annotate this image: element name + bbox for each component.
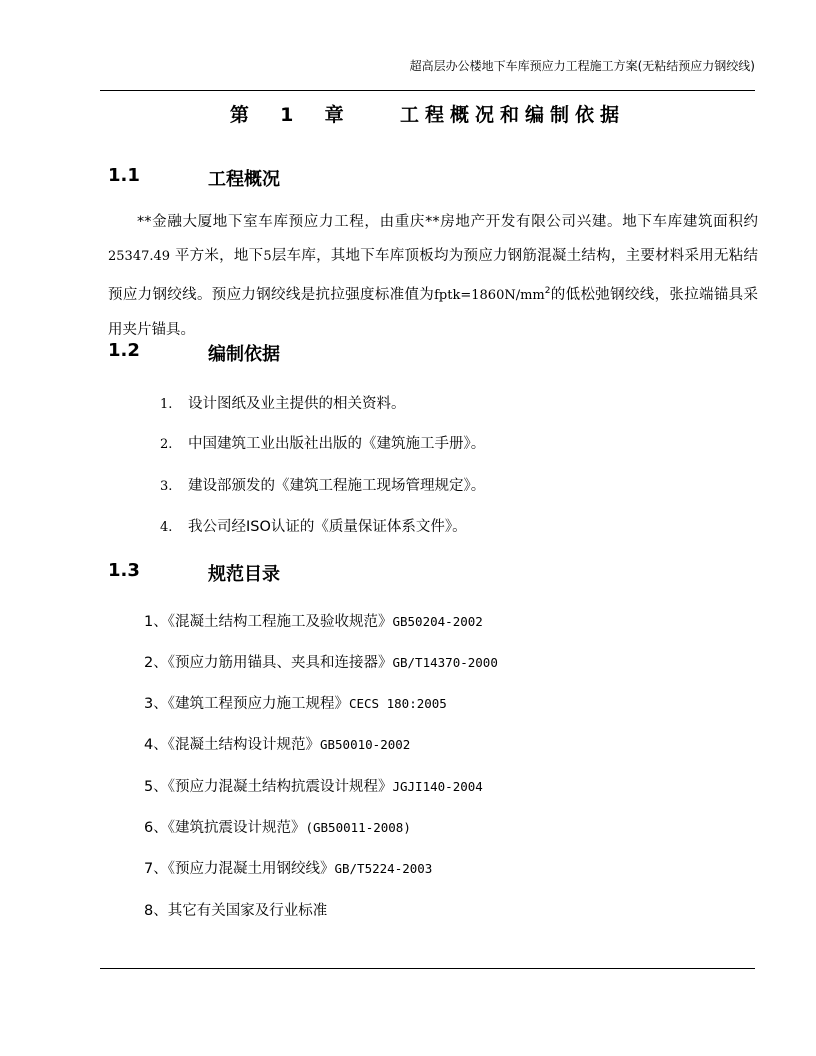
norm-prefix: 5、 xyxy=(144,779,168,795)
list-item xyxy=(144,692,447,713)
norm-code: JGJI140-2004 xyxy=(392,779,483,794)
list-text: 建设部颁发的《建筑工程施工现场管理规定》。 xyxy=(188,478,486,494)
fptk-superscript: 2 xyxy=(544,286,551,296)
list-text: 我公司经ISO认证的《质量保证体系文件》。 xyxy=(188,519,467,535)
list-item xyxy=(160,515,467,536)
norm-code: CECS 180:2005 xyxy=(348,696,447,711)
norm-code: GB/T14370-2000 xyxy=(392,655,498,670)
norm-prefix: 3、 xyxy=(144,696,168,712)
section-title: 规范目录 xyxy=(208,564,280,585)
section-title: 工程概况 xyxy=(208,169,280,190)
norm-name: 《预应力混凝土用钢绞线》 xyxy=(167,861,335,877)
list-number: 3. xyxy=(160,479,173,494)
norm-code: GB50010-2002 xyxy=(319,737,411,752)
section-heading-1-3 xyxy=(108,560,280,586)
list-item xyxy=(160,392,406,413)
norm-name: 《混凝土结构设计规范》 xyxy=(167,737,320,753)
norm-prefix: 8、 xyxy=(144,903,168,919)
list-item xyxy=(144,733,410,754)
norm-name: 其它有关国家及行业标准 xyxy=(167,903,328,919)
section-number: 1.1 xyxy=(108,165,140,186)
norm-code: GB/T5224-2003 xyxy=(334,861,433,876)
section-heading-1-1 xyxy=(108,165,280,191)
footer-rule xyxy=(100,968,755,969)
list-text: 设计图纸及业主提供的相关资料。 xyxy=(188,396,406,412)
list-item xyxy=(160,432,485,453)
norm-name: 《建筑抗震设计规范》 xyxy=(167,820,306,836)
para-text-d: 的低松弛钢绞线，张拉端锚具采用夹片锚具。 xyxy=(108,286,759,338)
norm-prefix: 2、 xyxy=(144,655,168,671)
list-number: 2. xyxy=(160,437,173,452)
norm-name: 《预应力筋用锚具、夹具和连接器》 xyxy=(167,655,393,671)
project-overview-paragraph xyxy=(108,205,758,347)
norm-prefix: 6、 xyxy=(144,820,168,836)
list-text: 中国建筑工业出版社出版的《建筑施工手册》。 xyxy=(188,436,486,452)
list-number: 1. xyxy=(160,397,173,412)
header-rule xyxy=(100,90,755,91)
section-title: 编制依据 xyxy=(208,344,280,365)
para-text-b: 平方米，地下 xyxy=(170,248,264,264)
list-item xyxy=(144,651,498,672)
floors-value: 5 xyxy=(263,249,272,264)
norm-name: 《建筑工程预应力施工规程》 xyxy=(167,696,349,712)
section-number: 1.2 xyxy=(108,340,140,361)
chapter-title: 第 1 章 工程概况和编制依据 xyxy=(229,104,626,126)
list-item xyxy=(160,474,485,495)
norm-code: GB50204-2002 xyxy=(392,614,483,629)
list-item xyxy=(144,857,432,878)
list-item xyxy=(144,775,483,796)
section-number: 1.3 xyxy=(108,560,140,581)
norm-code: (GB50011-2008) xyxy=(305,820,411,835)
list-item xyxy=(144,816,411,837)
norm-prefix: 4、 xyxy=(144,737,168,753)
running-header: 超高层办公楼地下车库预应力工程施工方案(无粘结预应力钢绞线) xyxy=(409,59,755,73)
norm-prefix: 7、 xyxy=(144,861,168,877)
list-item xyxy=(144,610,483,631)
para-text-c: 层车库，其地下车库顶板均为预应力钢筋混凝土结构，主要材料采用无粘结预应力钢绞线。预应力钢绞线是抗拉强度标准值为 xyxy=(108,248,759,303)
fptk-value: fptk=1860N/mm xyxy=(434,287,545,303)
norm-name: 《混凝土结构工程施工及验收规范》 xyxy=(167,614,393,630)
list-number: 4. xyxy=(160,520,173,535)
list-item xyxy=(144,899,327,920)
area-value: 25347.49 xyxy=(108,249,171,264)
norm-prefix: 1、 xyxy=(144,614,168,630)
section-heading-1-2 xyxy=(108,340,280,366)
para-text-a: **金融大厦地下室车库预应力工程，由重庆**房地产开发有限公司兴建。地下车库建筑面积约 xyxy=(137,214,758,230)
norm-name: 《预应力混凝土结构抗震设计规程》 xyxy=(167,779,393,795)
